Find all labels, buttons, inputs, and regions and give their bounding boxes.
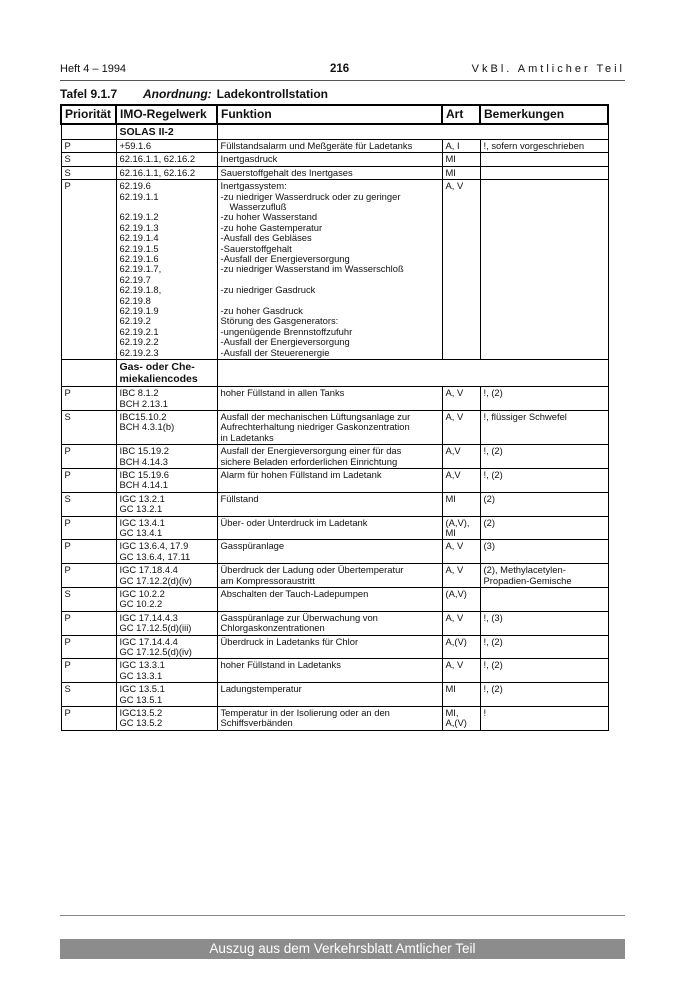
function-cell <box>217 153 442 166</box>
cell-line: IBC 15.19.6 <box>119 468 170 480</box>
cell-line: A,V <box>445 445 461 457</box>
priority-cell <box>61 410 116 444</box>
cell-line: -zu hoher Wasserstand <box>220 211 318 223</box>
remarks-cell <box>480 445 608 469</box>
cell-line: 62.19.1.4 <box>119 232 159 244</box>
cell-line: Temperatur in der Isolierung oder an den <box>220 707 390 719</box>
cell-line: SOLAS II-2 <box>119 126 174 138</box>
cell-line: Alarm für hohen Füllstand im Ladetank <box>220 468 382 480</box>
cell-line: !, (2) <box>483 683 503 695</box>
cell-line: IGC 10.2.2 <box>119 588 165 600</box>
cell-line: Inertgasdruck <box>220 153 278 165</box>
regulation-cell <box>116 492 217 516</box>
cell-line: 62.19.1.3 <box>119 221 159 233</box>
cell-line: hoher Füllstand in Ladetanks <box>220 659 341 671</box>
regulation-cell <box>116 683 217 707</box>
function-cell <box>217 180 442 360</box>
cell-line: Ladungstemperatur <box>220 683 302 695</box>
cell-line: (A,V) <box>445 588 467 600</box>
table-row <box>61 707 608 731</box>
cell-line: -Ausfall des Gebläses <box>220 232 312 244</box>
table-row <box>61 180 608 360</box>
column-header: Priorität <box>61 105 116 124</box>
cell-line: BCH 4.3.1(b) <box>119 421 175 433</box>
section-row <box>61 124 608 140</box>
regulation-cell <box>116 387 217 411</box>
cell-line: A, V <box>445 540 464 552</box>
cell-line: 62.19.1.8, <box>119 284 162 296</box>
remarks-cell <box>480 540 608 564</box>
cell-line: 62.16.1.1, 62.16.2 <box>119 153 196 165</box>
remarks-cell <box>480 140 608 153</box>
page-number: 216 <box>330 63 350 75</box>
regulation-cell <box>116 588 217 612</box>
cell-line: +59.1.6 <box>119 140 152 151</box>
cell-line: -zu niedriger Wasserdruck oder zu geringer <box>220 190 401 202</box>
cell-line: MI <box>445 492 456 504</box>
regulation-cell <box>116 540 217 564</box>
cell-line: IBC 15.19.2 <box>119 445 170 457</box>
table-row <box>61 588 608 612</box>
function-cell <box>217 588 442 612</box>
function-cell <box>217 635 442 659</box>
cell-line: GC 13.6.4, 17.11 <box>119 550 191 562</box>
type-cell <box>442 445 480 469</box>
cell-line: 62.19.1.6 <box>119 253 159 265</box>
cell-line: -zu niedriger Wasserstand im Wasserschloß <box>220 263 404 275</box>
cell-line: miekaliencodes <box>119 373 198 386</box>
cell-line <box>484 168 605 178</box>
column-header: Funktion <box>217 105 442 124</box>
type-cell <box>442 707 480 731</box>
cell-line: IGC 13.4.1 <box>119 516 165 528</box>
cell-line: P <box>64 564 71 576</box>
cell-line: P <box>64 140 71 151</box>
column-header: Art <box>442 105 480 124</box>
remarks-cell <box>480 180 608 360</box>
function-cell <box>217 387 442 411</box>
remarks-cell <box>480 659 608 683</box>
cell-line: 62.19.7 <box>119 273 151 285</box>
cell-line: A, V <box>445 387 464 399</box>
priority-cell <box>61 153 116 166</box>
cell-line: P <box>64 445 71 457</box>
remarks-cell <box>480 635 608 659</box>
type-cell <box>442 564 480 588</box>
table-row <box>61 683 608 707</box>
cell-line <box>484 154 605 164</box>
type-cell <box>442 410 480 444</box>
function-cell <box>217 468 442 492</box>
table-row <box>61 635 608 659</box>
table-row <box>61 492 608 516</box>
regulation-cell <box>116 707 217 731</box>
cell-line: Füllstand <box>220 492 259 504</box>
priority-cell <box>61 611 116 635</box>
cell-line: !, sofern vorgeschrieben <box>483 140 585 151</box>
table-row <box>61 540 608 564</box>
type-cell <box>442 468 480 492</box>
regulation-cell <box>116 180 217 360</box>
section-label <box>116 124 217 140</box>
type-cell <box>442 611 480 635</box>
cell-line: -ungenügende Brennstoffzufuhr <box>220 325 353 337</box>
function-cell <box>217 140 442 153</box>
priority-cell <box>61 683 116 707</box>
regulation-cell <box>116 410 217 444</box>
cell-line: BCH 2.13.1 <box>119 397 168 409</box>
function-cell <box>217 611 442 635</box>
cell-line: A,(V) <box>445 635 467 647</box>
priority-cell <box>61 635 116 659</box>
cell-line: Ausfall der mechanischen Lüftungsanlage zur <box>220 410 411 422</box>
cell-line: 62.19.1.2 <box>119 211 159 223</box>
cell-line: BCH 4.14.1 <box>119 479 168 491</box>
cell-line: !, (2) <box>483 445 503 457</box>
arrangement-label: Anordnung: <box>143 87 212 101</box>
footer-banner: Auszug aus dem Verkehrsblatt Amtlicher Teil <box>60 939 625 959</box>
table-row <box>61 140 608 153</box>
table-row <box>61 611 608 635</box>
cell-line: -zu niedriger Gasdruck <box>220 284 316 296</box>
cell-line: Überdruck der Ladung oder Übertemperatur <box>220 564 404 576</box>
cell-line: Füllstandsalarm und Meßgeräte für Ladetanks <box>220 140 413 151</box>
cell-line: IGC 17.14.4.4 <box>119 635 178 647</box>
table-row <box>61 516 608 540</box>
priority-cell <box>61 707 116 731</box>
cell-line: P <box>64 516 71 528</box>
cell-line: P <box>64 635 71 647</box>
section-row <box>61 360 608 387</box>
cell-line: GC 13.2.1 <box>119 503 163 515</box>
table-row <box>61 410 608 444</box>
cell-line: (2) <box>483 516 495 528</box>
cell-line: 62.19.1.5 <box>119 242 159 254</box>
cell-line: A, V <box>445 611 464 623</box>
cell-line: P <box>64 468 71 480</box>
function-cell <box>217 707 442 731</box>
regulation-cell <box>116 153 217 166</box>
cell-line: A, I <box>445 140 460 151</box>
function-cell <box>217 166 442 179</box>
cell-line: Sauerstoffgehalt des Inertgases <box>220 166 353 178</box>
cell-line: A,V <box>445 468 461 480</box>
type-cell <box>442 166 480 179</box>
priority-cell <box>61 492 116 516</box>
function-cell <box>217 445 442 469</box>
cell-line <box>484 589 605 599</box>
cell-line: S <box>64 588 71 600</box>
priority-cell <box>61 564 116 588</box>
remarks-cell <box>480 387 608 411</box>
journal-label: VkBl. Amtlicher Teil <box>471 63 625 75</box>
cell-line: (2), Methylacetylen- <box>483 564 566 576</box>
cell-line: Aufrechterhaltung niedriger Gaskonzentration <box>220 421 410 433</box>
station-name: Ladekontrollstation <box>216 87 328 101</box>
remarks-cell <box>480 153 608 166</box>
cell-line: MI <box>445 526 456 538</box>
cell-line: Ausfall der Energieversorgung einer für das <box>220 445 402 457</box>
cell-line: S <box>64 492 71 504</box>
column-header: Bemerkungen <box>480 105 608 124</box>
priority-cell <box>61 540 116 564</box>
cell-line: Gas- oder Che- <box>119 361 195 374</box>
cell-line: Inertgassystem: <box>220 180 287 192</box>
cell-line: ! <box>483 707 487 719</box>
function-cell <box>217 516 442 540</box>
cell-line: 62.19.1.1 <box>119 190 159 202</box>
table-body <box>61 124 608 730</box>
type-cell <box>442 180 480 360</box>
cell-line: !, flüssiger Schwefel <box>483 410 567 422</box>
section-spacer <box>217 360 608 387</box>
priority-cell <box>61 659 116 683</box>
remarks-cell <box>480 166 608 179</box>
cell-line: Abschalten der Tauch-Ladepumpen <box>220 588 369 600</box>
section-spacer <box>61 360 116 387</box>
cell-line: (2) <box>483 492 495 504</box>
section-spacer <box>61 124 116 140</box>
cell-line: IGC 17.14.4.3 <box>119 611 178 623</box>
cell-line: !, (2) <box>483 468 503 480</box>
cell-line: Über- oder Unterdruck im Ladetank <box>220 516 368 528</box>
function-cell <box>217 659 442 683</box>
cell-line: S <box>64 683 71 695</box>
cell-line: MI, <box>445 707 459 719</box>
cell-line: A,(V) <box>445 717 467 729</box>
cell-line: Gasspüranlage <box>220 540 285 552</box>
remarks-cell <box>480 410 608 444</box>
cell-line: -Ausfall der Steuerenergie <box>220 346 330 358</box>
remarks-cell <box>480 707 608 731</box>
cell-line: Gasspüranlage zur Überwachung von <box>220 611 378 623</box>
cell-line: P <box>64 180 71 192</box>
priority-cell <box>61 445 116 469</box>
cell-line: 62.19.2.1 <box>119 325 159 337</box>
priority-cell <box>61 140 116 153</box>
cell-line: S <box>64 166 71 178</box>
cell-line: MI <box>445 166 456 178</box>
cell-line: GC 17.12.5(d)(iii) <box>119 622 192 634</box>
regulation-cell <box>116 468 217 492</box>
table-title <box>60 87 328 101</box>
cell-line: GC 10.2.2 <box>119 598 163 610</box>
type-cell <box>442 387 480 411</box>
cell-line: 62.16.1.1, 62.16.2 <box>119 166 196 178</box>
cell-line: IGC13.5.2 <box>119 707 163 719</box>
cell-line: 62.19.2.2 <box>119 336 159 348</box>
cell-line: -zu hoher Gasdruck <box>220 305 303 317</box>
cell-line: P <box>64 387 71 399</box>
remarks-cell <box>480 564 608 588</box>
cell-line: IGC 13.6.4, 17.9 <box>119 540 189 552</box>
cell-line: Überdruck in Ladetanks für Chlor <box>220 635 359 647</box>
remarks-cell <box>480 492 608 516</box>
cell-line: 62.19.2 <box>119 315 151 327</box>
cell-line: (A,V), <box>445 516 470 528</box>
cell-line: -Sauerstoffgehalt <box>220 242 292 254</box>
cell-line: GC 13.3.1 <box>119 669 163 681</box>
type-cell <box>442 492 480 516</box>
cell-line: P <box>64 611 71 623</box>
page-header <box>60 63 625 79</box>
type-cell <box>442 588 480 612</box>
cell-line: am Kompressoraustritt <box>220 574 315 586</box>
function-cell <box>217 564 442 588</box>
priority-cell <box>61 180 116 360</box>
cell-line: -Ausfall der Energieversorgung <box>220 336 350 348</box>
cell-line: Wasserzufluß <box>229 201 287 213</box>
table-row <box>61 659 608 683</box>
remarks-cell <box>480 468 608 492</box>
cell-line: GC 17.12.5(d)(iv) <box>119 646 192 658</box>
cell-line: Schiffsverbänden <box>220 717 293 729</box>
cell-line: Störung des Gasgenerators: <box>220 315 339 327</box>
regulation-cell <box>116 635 217 659</box>
table-row <box>61 468 608 492</box>
cell-line: A, V <box>445 564 464 576</box>
table-row <box>61 387 608 411</box>
cell-line: GC 13.4.1 <box>119 526 163 538</box>
priority-cell <box>61 387 116 411</box>
table-row <box>61 153 608 166</box>
section-label <box>116 360 217 387</box>
cell-line: MI <box>445 683 456 695</box>
cell-line: -Ausfall der Energieversorgung <box>220 253 350 265</box>
table-row <box>61 445 608 469</box>
section-spacer <box>217 124 608 140</box>
priority-cell <box>61 468 116 492</box>
header-divider <box>60 80 625 81</box>
footer-divider <box>60 915 625 916</box>
cell-line: Propadien-Gemische <box>483 574 572 586</box>
cell-line: 62.19.1.9 <box>119 305 159 317</box>
cell-line <box>484 181 605 191</box>
regulation-cell <box>116 659 217 683</box>
cell-line: sichere Beladen erforderlichen Einrichtung <box>220 455 398 467</box>
cell-line: BCH 4.14.3 <box>119 455 168 467</box>
cell-line: Chlorgaskonzentrationen <box>220 622 325 634</box>
cell-line: IGC 13.2.1 <box>119 492 165 504</box>
cell-line: A, V <box>445 180 464 192</box>
cell-line: P <box>64 659 71 671</box>
cell-line: 62.19.8 <box>119 294 151 306</box>
cell-line: P <box>64 540 71 552</box>
function-cell <box>217 410 442 444</box>
priority-cell <box>61 516 116 540</box>
regulation-cell <box>116 166 217 179</box>
cell-line: 62.19.6 <box>119 180 151 192</box>
remarks-cell <box>480 683 608 707</box>
type-cell <box>442 140 480 153</box>
cell-line: 62.19.2.3 <box>119 346 159 358</box>
cell-line: MI <box>445 153 456 165</box>
function-cell <box>217 540 442 564</box>
cell-line: A, V <box>445 410 464 422</box>
cell-line: A, V <box>445 659 464 671</box>
cell-line: IBC15.10.2 <box>119 410 167 422</box>
type-cell <box>442 683 480 707</box>
cell-line: hoher Füllstand in allen Tanks <box>220 387 345 399</box>
type-cell <box>442 635 480 659</box>
cell-line: 62.19.1.7, <box>119 263 162 275</box>
regulation-cell <box>116 516 217 540</box>
remarks-cell <box>480 611 608 635</box>
type-cell <box>442 153 480 166</box>
regulation-cell <box>116 445 217 469</box>
regulation-cell <box>116 140 217 153</box>
cell-line: !, (2) <box>483 635 503 647</box>
priority-cell <box>61 166 116 179</box>
table-row <box>61 564 608 588</box>
cell-line: S <box>64 153 71 165</box>
function-cell <box>217 683 442 707</box>
cell-line: S <box>64 410 71 422</box>
cell-line: !, (2) <box>483 659 503 671</box>
cell-line: in Ladetanks <box>220 431 274 443</box>
cell-line: IGC 17.18.4.4 <box>119 564 178 576</box>
cell-line: !, (3) <box>483 611 503 623</box>
column-header: IMO-Regelwerk <box>116 105 217 124</box>
regulation-cell <box>116 564 217 588</box>
function-cell <box>217 492 442 516</box>
remarks-cell <box>480 588 608 612</box>
priority-cell <box>61 588 116 612</box>
cell-line: GC 13.5.2 <box>119 717 163 729</box>
type-cell <box>442 540 480 564</box>
issue-label: Heft 4 – 1994 <box>60 63 127 75</box>
cell-line: IGC 13.5.1 <box>119 683 165 695</box>
regulation-cell <box>116 611 217 635</box>
remarks-cell <box>480 516 608 540</box>
cell-line: IBC 8.1.2 <box>119 387 159 399</box>
table-header-row <box>61 105 608 124</box>
alarm-table <box>60 104 609 731</box>
table-id: Tafel 9.1.7 <box>60 87 118 101</box>
cell-line: GC 17.12.2(d)(iv) <box>119 574 192 586</box>
type-cell <box>442 659 480 683</box>
type-cell <box>442 516 480 540</box>
table-row <box>61 166 608 179</box>
cell-line: P <box>64 707 71 719</box>
cell-line: IGC 13.3.1 <box>119 659 165 671</box>
cell-line: !, (2) <box>483 387 503 399</box>
cell-line: (3) <box>483 540 495 552</box>
cell-line: GC 13.5.1 <box>119 693 163 705</box>
cell-line: -zu hohe Gastemperatur <box>220 221 323 233</box>
